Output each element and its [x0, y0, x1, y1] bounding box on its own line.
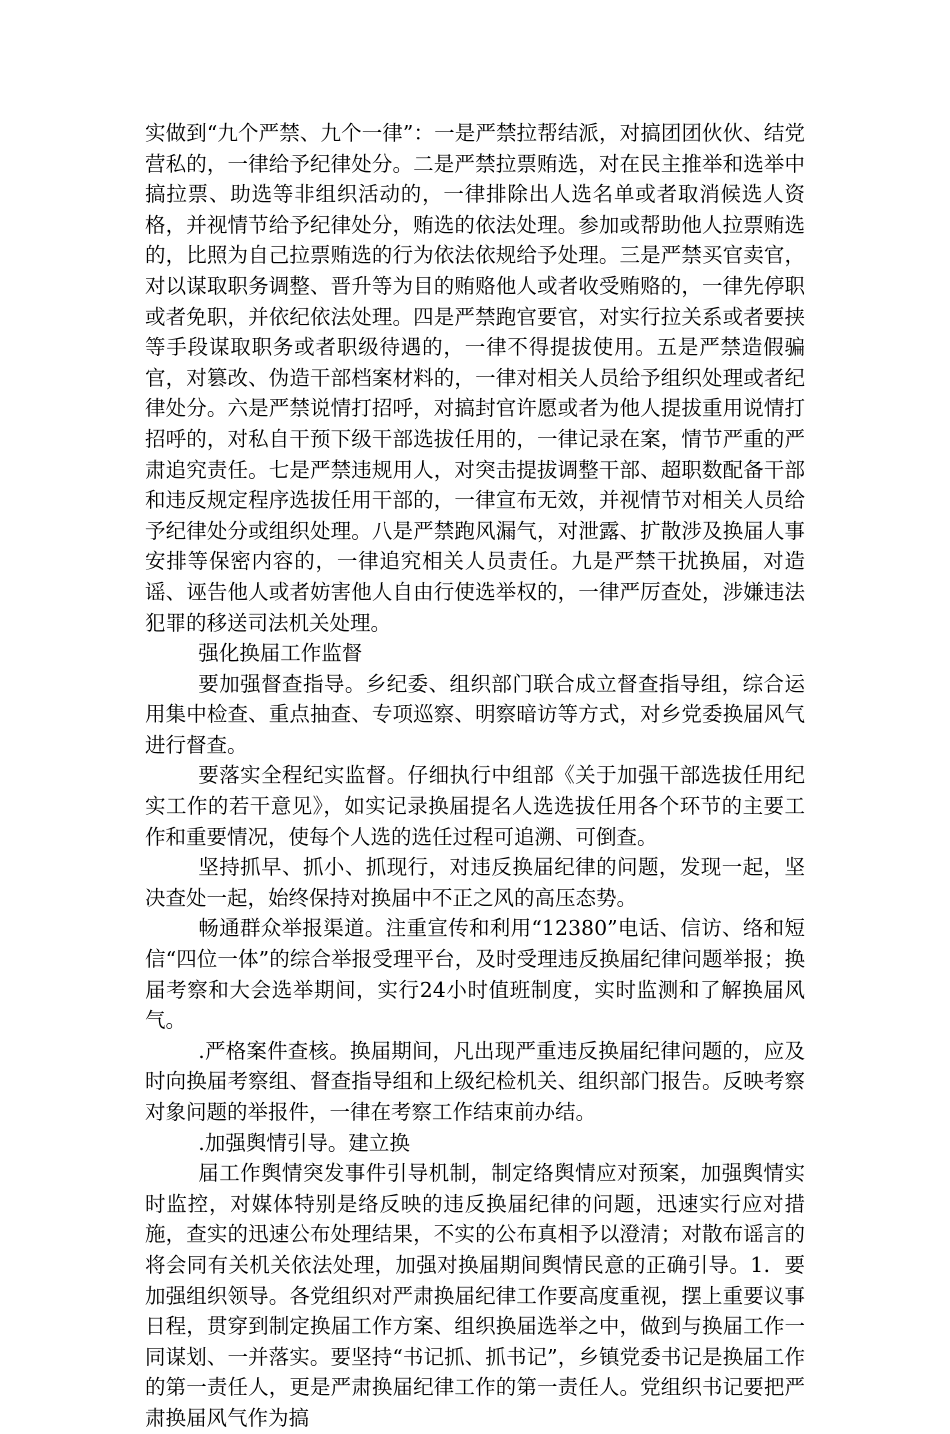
paragraph-early-action: 坚持抓早、抓小、抓现行，对违反换届纪律的问题，发现一起，坚决查处一起，始终保持对换届中不正之风的高压态势。: [145, 855, 805, 910]
paragraph-inspection-guidance: 要加强督查指导。乡纪委、组织部门联合成立督查指导组，综合运用集中检查、重点抽查、专项巡察、明察暗访等方式，对乡党委换届风气进行督查。: [145, 671, 805, 757]
section-heading-supervision: 强化换届工作监督: [198, 641, 363, 666]
paragraph-public-opinion-heading: .加强舆情引导。建立换: [198, 1130, 410, 1155]
document-body: [145, 118, 805, 1434]
paragraph-report-channels: 畅通群众举报渠道。注重宣传和利用“12380”电话、信访、络和短信“四位一体”的综合举报受理平台，及时受理违反换届纪律问题举报；换届考察和大会选举期间，实行24小时值班制度，实时监测和了解换届风气。: [145, 916, 805, 1033]
paragraph-public-opinion-body: 届工作舆情突发事件引导机制，制定络舆情应对预案，加强舆情实时监控，对媒体特别是络反映的违反换届纪律的问题，迅速实行应对措施，查实的迅速公布处理结果，不实的公布真相予以澄清；对散布谣言的将会同有关机关依法处理，加强对换届期间舆情民意的正确引导。1．要加强组织领导。各党组织对严肃换届纪律工作要高度重视，摆上重要议事日程，贯穿到制定换届工作方案、组织换届选举之中，做到与换届工作一同谋划、一并落实。要坚持“书记抓、抓书记”，乡镇党委书记是换届工作的第一责任人，更是严肃换届纪律工作的第一责任人。党组织书记要把严肃换届风气作为搞: [145, 1161, 805, 1430]
paragraph-case-review: .严格案件查核。换届期间，凡出现严重违反换届纪律问题的，应及时向换届考察组、督查指导组和上级纪检机关、组织部门报告。反映考察对象问题的举报件，一律在考察工作结束前办结。: [145, 1038, 805, 1124]
paragraph-record-supervision: 要落实全程纪实监督。仔细执行中组部《关于加强干部选拔任用纪实工作的若干意见》，如实记录换届提名人选选拔任用各个环节的主要工作和重要情况，使每个人选的选任过程可追溯、可倒查。: [145, 763, 805, 849]
paragraph-nine-prohibitions: 实做到“九个严禁、九个一律”：一是严禁拉帮结派，对搞团团伙伙、结党营私的，一律给予纪律处分。二是严禁拉票贿选，对在民主推举和选举中搞拉票、助选等非组织活动的，一律排除出人选名单或者取消候选人资格，并视情节给予纪律处分，贿选的依法处理。参加或帮助他人拉票贿选的，比照为自己拉票贿选的行为依法依规给予处理。三是严禁买官卖官，对以谋取职务调整、晋升等为目的贿赂他人或者收受贿赂的，一律先停职或者免职，并依纪依法处理。四是严禁跑官要官，对实行拉关系或者要挟等手段谋取职务或者职级待遇的，一律不得提拔使用。五是严禁造假骗官，对篡改、伪造干部档案材料的，一律对相关人员给予组织处理或者纪律处分。六是严禁说情打招呼，对搞封官许愿或者为他人提拔重用说情打招呼的，对私自干预下级干部选拔任用的，一律记录在案，情节严重的严肃追究责任。七是严禁违规用人，对突击提拔调整干部、超职数配备干部和违反规定程序选拔任用干部的，一律宣布无效，并视情节对相关人员给予纪律处分或组织处理。八是严禁跑风漏气，对泄露、扩散涉及换届人事安排等保密内容的，一律追究相关人员责任。九是严禁干扰换届，对造谣、诬告他人或者妨害他人自由行使选举权的，一律严厉查处，涉嫌违法犯罪的移送司法机关处理。: [145, 121, 805, 635]
